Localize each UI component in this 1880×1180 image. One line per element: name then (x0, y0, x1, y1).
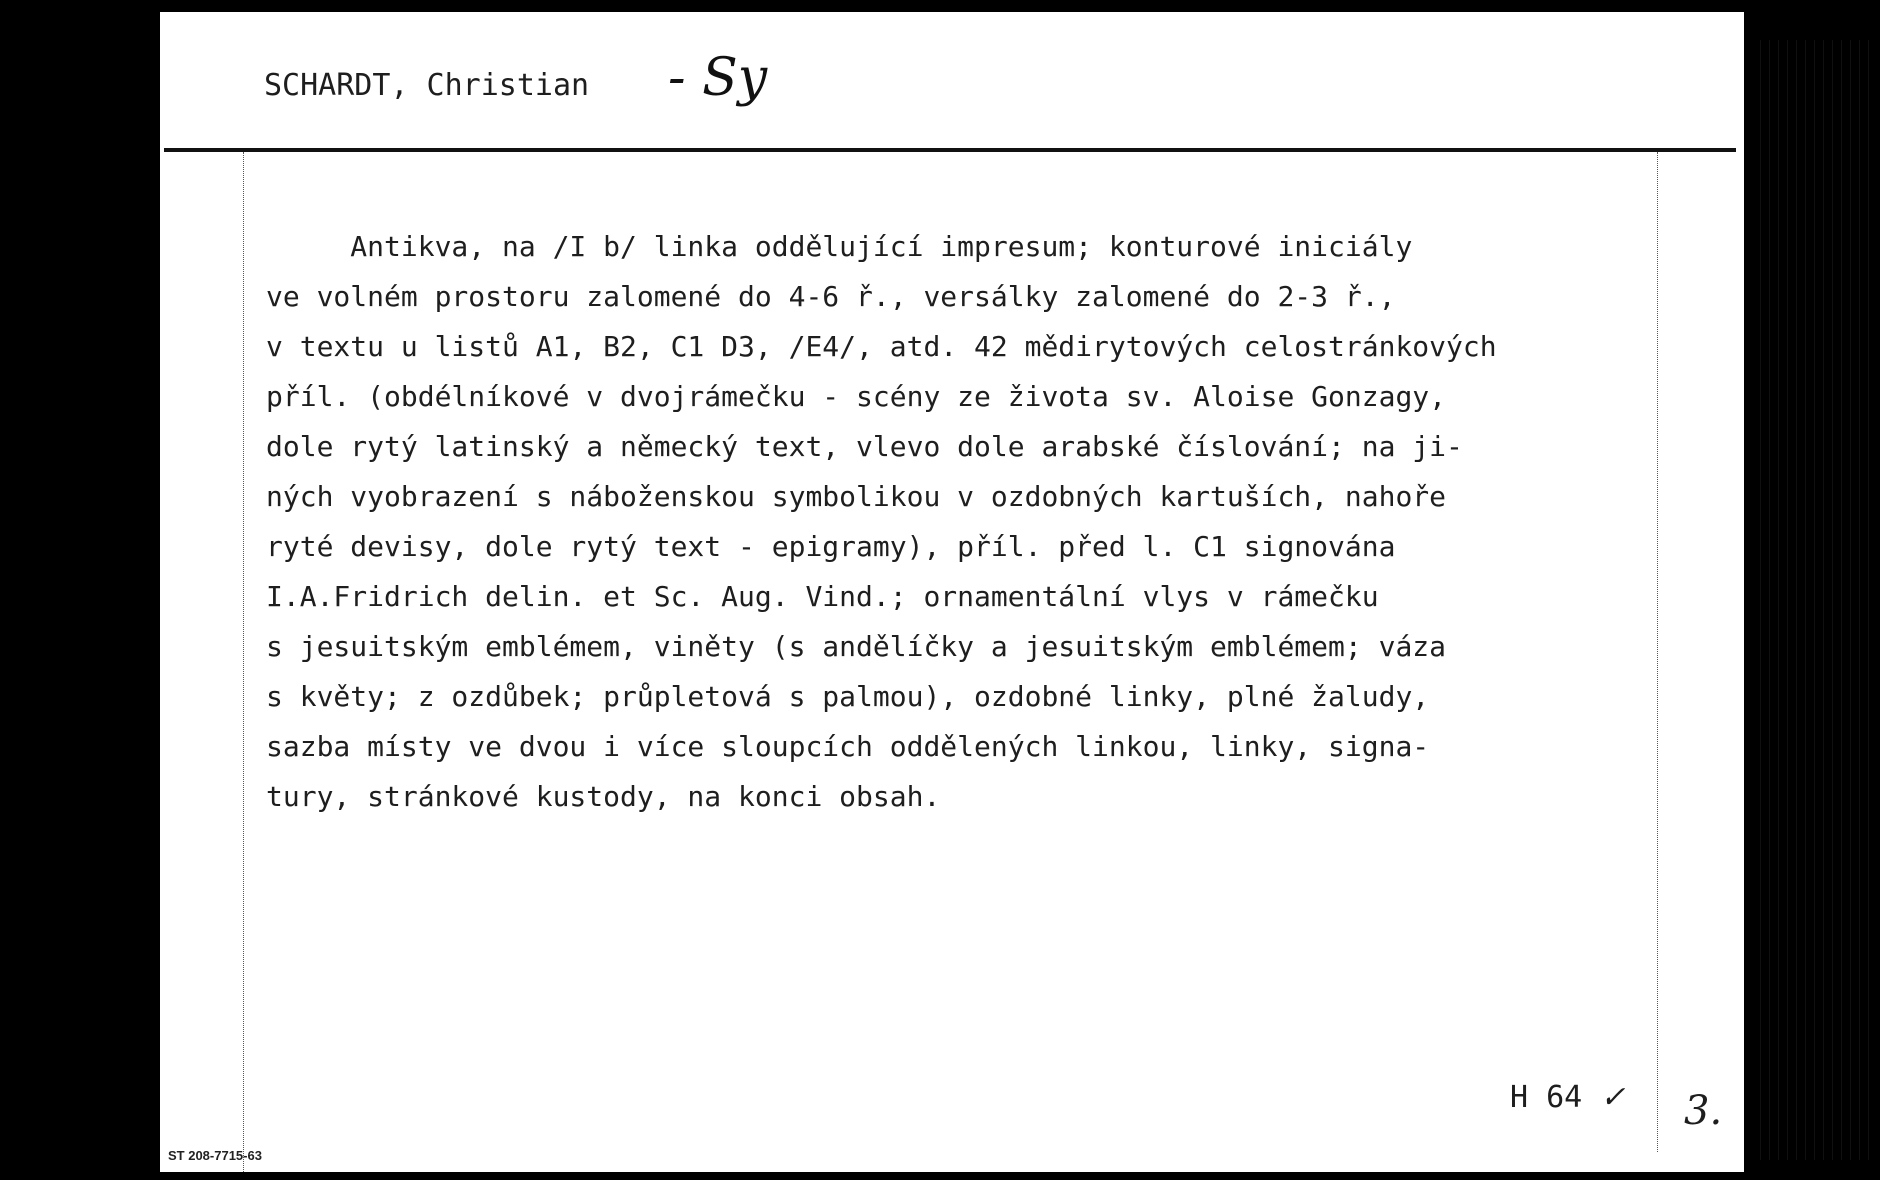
card-heading: SCHARDT, Christian (264, 68, 590, 103)
catalog-card (160, 12, 1744, 1172)
body-line: v textu u listů A1, B2, C1 D3, /E4/, atd. 42 mědirytových celostránkových (266, 330, 1497, 363)
body-line: sazba místy ve dvou i více sloupcích oddělených linkou, linky, signa- (266, 730, 1430, 763)
check-icon: ✓ (1600, 1080, 1626, 1115)
handwritten-mark: - Sy (668, 48, 768, 108)
heading-rule (164, 148, 1736, 152)
body-line: ryté devisy, dole rytý text - epigramy), příl. před l. C1 signována (266, 530, 1396, 563)
body-line: ných vyobrazení s náboženskou symbolikou v ozdobných kartuších, nahoře (266, 480, 1447, 513)
body-line: tury, stránkové kustody, na konci obsah. (266, 780, 941, 813)
left-margin-line (243, 152, 244, 1172)
body-line: s jesuitským emblémem, viněty (s andělíčky a jesuitským emblémem; váza (266, 630, 1447, 663)
body-line: s květy; z ozdůbek; průpletová s palmou), ozdobné linky, plné žaludy, (266, 680, 1430, 713)
shelf-signature (1510, 1080, 1625, 1115)
body-line: ve volném prostoru zalomené do 4-6 ř., versálky zalomené do 2-3 ř., (266, 280, 1396, 313)
print-code: ST 208-7715-63 (168, 1148, 262, 1163)
body-line: příl. (obdélníkové v dvojrámečku - scény ze života sv. Aloise Gonzagy, (266, 380, 1447, 413)
signature-text: H 64 (1510, 1080, 1583, 1115)
page-number: 3. (1684, 1088, 1723, 1134)
card-body-text (266, 222, 1686, 822)
body-line: Antikva, na /I b/ linka oddělující impresum; konturové iniciály (266, 230, 1413, 263)
body-line: I.A.Fridrich delin. et Sc. Aug. Vind.; ornamentální vlys v rámečku (266, 580, 1379, 613)
scan-edge-noise (1760, 40, 1870, 1160)
body-line: dole rytý latinský a německý text, vlevo dole arabské číslování; na ji- (266, 430, 1463, 463)
